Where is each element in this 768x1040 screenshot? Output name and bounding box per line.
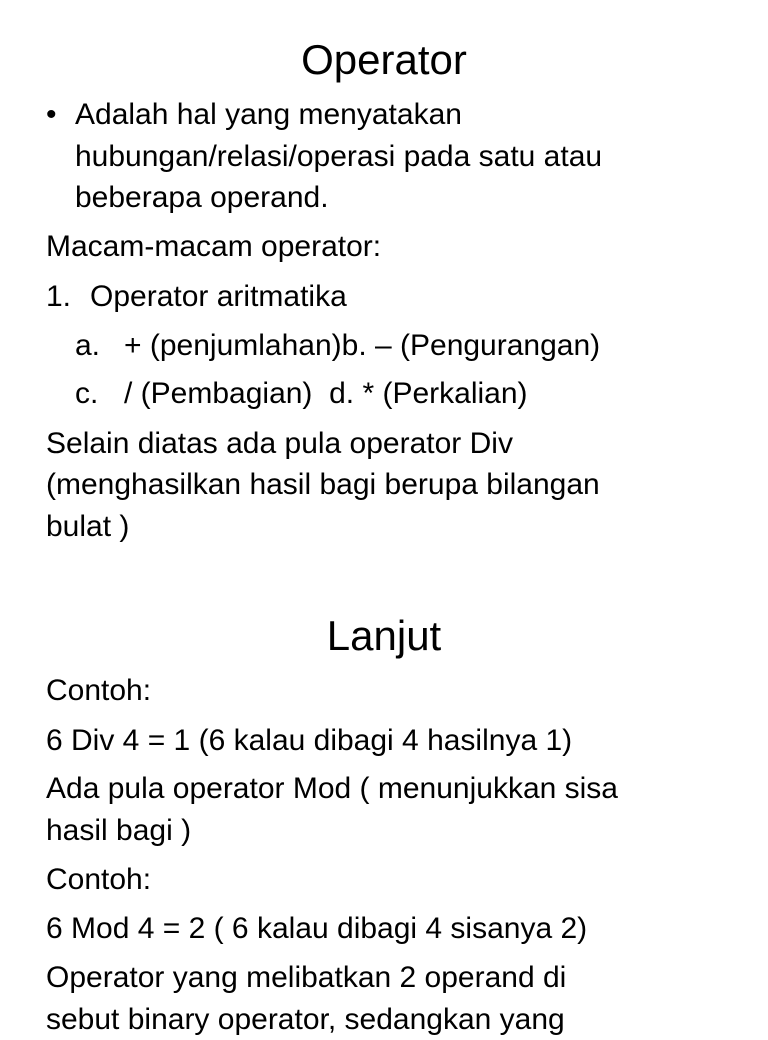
bullet-dot: •	[46, 98, 57, 131]
binary-text-line-2: sebut binary operator, sedangkan yang	[46, 1003, 565, 1036]
div-example: 6 Div 4 = 1 (6 kalau dibagi 4 hasilnya 1)	[46, 724, 573, 757]
sub-marker-c: c.	[75, 377, 99, 410]
selain-text-line-3: bulat )	[46, 510, 130, 543]
contoh-label-1: Contoh:	[46, 674, 152, 707]
contoh-label-2: Contoh:	[46, 863, 152, 896]
mod-text-line-2: hasil bagi )	[46, 814, 192, 847]
sub-item-penjumlahan-pengurangan: + (penjumlahan)b. – (Pengurangan)	[124, 329, 601, 362]
selain-text-line-1: Selain diatas ada pula operator Div	[46, 427, 513, 460]
selain-text-line-2: (menghasilkan hasil bagi berupa bilangan	[46, 468, 600, 501]
mod-example: 6 Mod 4 = 2 ( 6 kalau dibagi 4 sisanya 2)	[46, 912, 588, 945]
list-number-1: 1.	[46, 280, 72, 313]
slide-lanjut	[0, 590, 768, 1036]
mod-text-line-1: Ada pula operator Mod ( menunjukkan sisa	[46, 772, 618, 805]
sub-item-pembagian-perkalian: / (Pembagian) d. * (Perkalian)	[124, 377, 528, 410]
bullet-text-line-2: hubungan/relasi/operasi pada satu atau	[75, 140, 603, 173]
macam-operator-label: Macam-macam operator:	[46, 230, 382, 263]
bullet-text-line-3: beberapa operand.	[75, 181, 329, 214]
list-item-aritmatika: Operator aritmatika	[90, 280, 347, 313]
bullet-text-line-1: Adalah hal yang menyatakan	[75, 98, 462, 131]
sub-marker-a: a.	[75, 329, 101, 362]
binary-text-line-1: Operator yang melibatkan 2 operand di	[46, 961, 567, 994]
slide-title: Lanjut	[326, 612, 442, 659]
slide-title: Operator	[301, 36, 467, 83]
